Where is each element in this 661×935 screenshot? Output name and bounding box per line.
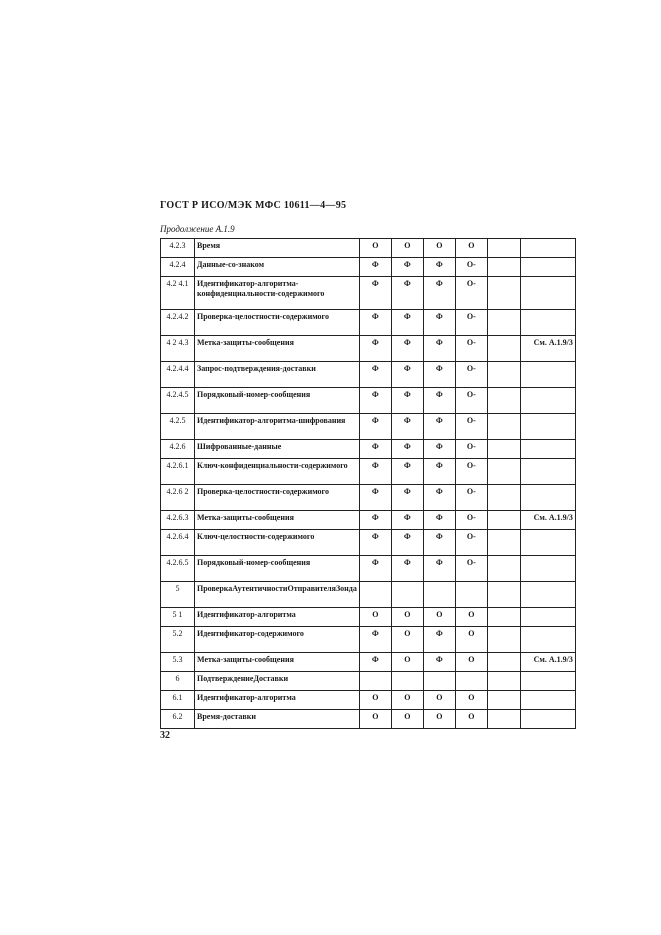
reference-note xyxy=(520,277,575,310)
value-col-3: Ф xyxy=(423,653,455,672)
row-name: Данные-со-знаком xyxy=(195,258,360,277)
table-row xyxy=(161,459,576,485)
value-col-1: Ф xyxy=(359,511,391,530)
table-row xyxy=(161,530,576,556)
value-col-1: Ф xyxy=(359,310,391,336)
empty-col xyxy=(487,239,520,258)
value-col-4: О- xyxy=(455,388,487,414)
empty-col xyxy=(487,556,520,582)
value-col-2: Ф xyxy=(391,459,423,485)
value-col-3: О xyxy=(423,710,455,729)
value-col-3 xyxy=(423,582,455,608)
value-col-2: Ф xyxy=(391,414,423,440)
row-number: 5.2 xyxy=(161,627,195,653)
value-col-2: Ф xyxy=(391,485,423,511)
row-number: 4.2.6.3 xyxy=(161,511,195,530)
table-row xyxy=(161,582,576,608)
value-col-1 xyxy=(359,582,391,608)
reference-note xyxy=(520,414,575,440)
value-col-3: Ф xyxy=(423,627,455,653)
value-col-3: Ф xyxy=(423,511,455,530)
row-name: Порядковый-номер-сообщения xyxy=(195,556,360,582)
reference-note xyxy=(520,440,575,459)
row-number: 6.2 xyxy=(161,710,195,729)
row-number: 4.2.4 xyxy=(161,258,195,277)
row-name: Порядковый-номер-сообщения xyxy=(195,388,360,414)
row-name: ПроверкаАутентичностиОтправителяЗонда xyxy=(195,582,360,608)
table-row xyxy=(161,691,576,710)
value-col-3: Ф xyxy=(423,258,455,277)
row-name: Запрос-подтверждения-доставки xyxy=(195,362,360,388)
row-name: Идентификатор-алгоритма-шифрования xyxy=(195,414,360,440)
empty-col xyxy=(487,459,520,485)
value-col-1: Ф xyxy=(359,627,391,653)
table-row xyxy=(161,239,576,258)
table-row xyxy=(161,277,576,310)
row-name: Проверка-целостности-содержимого xyxy=(195,310,360,336)
table-row xyxy=(161,672,576,691)
value-col-1: Ф xyxy=(359,440,391,459)
row-number: 4.2.6 xyxy=(161,440,195,459)
value-col-4: О- xyxy=(455,310,487,336)
empty-col xyxy=(487,258,520,277)
value-col-3: Ф xyxy=(423,336,455,362)
empty-col xyxy=(487,653,520,672)
value-col-2: Ф xyxy=(391,310,423,336)
value-col-1: Ф xyxy=(359,459,391,485)
value-col-2: О xyxy=(391,653,423,672)
row-name: Ключ-целостности-содержимого xyxy=(195,530,360,556)
value-col-3: Ф xyxy=(423,414,455,440)
reference-note xyxy=(520,691,575,710)
value-col-1: Ф xyxy=(359,258,391,277)
reference-note xyxy=(520,388,575,414)
row-name: Идентификатор-алгоритма xyxy=(195,691,360,710)
reference-note xyxy=(520,459,575,485)
value-col-1: Ф xyxy=(359,388,391,414)
reference-note xyxy=(520,582,575,608)
value-col-4: О- xyxy=(455,336,487,362)
reference-note: См. А.1.9/3 xyxy=(520,336,575,362)
reference-note xyxy=(520,608,575,627)
table-row xyxy=(161,388,576,414)
table-row xyxy=(161,710,576,729)
value-col-2: О xyxy=(391,691,423,710)
value-col-2: Ф xyxy=(391,511,423,530)
value-col-2: О xyxy=(391,710,423,729)
reference-note xyxy=(520,310,575,336)
value-col-3: Ф xyxy=(423,459,455,485)
row-number: 4 2 4.3 xyxy=(161,336,195,362)
table-row xyxy=(161,485,576,511)
row-name: Время-доставки xyxy=(195,710,360,729)
table-row xyxy=(161,440,576,459)
table-row xyxy=(161,627,576,653)
row-name: Идентификатор-содержимого xyxy=(195,627,360,653)
value-col-2: Ф xyxy=(391,388,423,414)
value-col-2: О xyxy=(391,239,423,258)
value-col-1: Ф xyxy=(359,336,391,362)
value-col-3: Ф xyxy=(423,556,455,582)
row-number: 6.1 xyxy=(161,691,195,710)
table-row xyxy=(161,608,576,627)
empty-col xyxy=(487,485,520,511)
value-col-2: Ф xyxy=(391,258,423,277)
row-number: 4.2.5 xyxy=(161,414,195,440)
empty-col xyxy=(487,582,520,608)
value-col-2: Ф xyxy=(391,530,423,556)
value-col-3: О xyxy=(423,239,455,258)
row-number: 4.2.4.2 xyxy=(161,310,195,336)
empty-col xyxy=(487,336,520,362)
value-col-2 xyxy=(391,582,423,608)
empty-col xyxy=(487,362,520,388)
value-col-1: Ф xyxy=(359,414,391,440)
value-col-1: О xyxy=(359,691,391,710)
row-number: 4.2 4.1 xyxy=(161,277,195,310)
row-name: ПодтверждениеДоставки xyxy=(195,672,360,691)
value-col-2 xyxy=(391,672,423,691)
table-row xyxy=(161,336,576,362)
row-number: 5 1 xyxy=(161,608,195,627)
value-col-3: Ф xyxy=(423,485,455,511)
row-number: 4.2.6 2 xyxy=(161,485,195,511)
table-body xyxy=(161,239,576,729)
value-col-1: Ф xyxy=(359,556,391,582)
reference-note xyxy=(520,627,575,653)
value-col-2: Ф xyxy=(391,556,423,582)
row-name: Проверка-целостности-содержимого xyxy=(195,485,360,511)
row-number: 4.2.3 xyxy=(161,239,195,258)
value-col-4: О xyxy=(455,691,487,710)
value-col-4: О xyxy=(455,653,487,672)
value-col-2: Ф xyxy=(391,440,423,459)
row-number: 5.3 xyxy=(161,653,195,672)
value-col-4 xyxy=(455,672,487,691)
value-col-4: О- xyxy=(455,414,487,440)
value-col-3: О xyxy=(423,691,455,710)
value-col-1: Ф xyxy=(359,277,391,310)
empty-col xyxy=(487,440,520,459)
value-col-3: Ф xyxy=(423,530,455,556)
value-col-4: О- xyxy=(455,556,487,582)
reference-note: См. А.1.9/3 xyxy=(520,653,575,672)
value-col-1: Ф xyxy=(359,362,391,388)
value-col-2: О xyxy=(391,627,423,653)
table-row xyxy=(161,511,576,530)
value-col-4: О xyxy=(455,239,487,258)
row-number: 4.2.6.1 xyxy=(161,459,195,485)
table-row xyxy=(161,414,576,440)
value-col-4: О- xyxy=(455,459,487,485)
empty-col xyxy=(487,627,520,653)
reference-note xyxy=(520,530,575,556)
row-name: Время xyxy=(195,239,360,258)
value-col-4: О- xyxy=(455,530,487,556)
value-col-4: О- xyxy=(455,258,487,277)
value-col-3 xyxy=(423,672,455,691)
row-number: 4.2.6.4 xyxy=(161,530,195,556)
value-col-1 xyxy=(359,672,391,691)
empty-col xyxy=(487,511,520,530)
empty-col xyxy=(487,691,520,710)
reference-note xyxy=(520,239,575,258)
table-row xyxy=(161,310,576,336)
empty-col xyxy=(487,388,520,414)
value-col-3: Ф xyxy=(423,388,455,414)
empty-col xyxy=(487,672,520,691)
value-col-1: Ф xyxy=(359,653,391,672)
value-col-1: О xyxy=(359,608,391,627)
empty-col xyxy=(487,414,520,440)
value-col-1: О xyxy=(359,710,391,729)
table-row xyxy=(161,556,576,582)
value-col-2: Ф xyxy=(391,277,423,310)
value-col-4: О- xyxy=(455,485,487,511)
table-continuation-label: Продолжение А.1.9 xyxy=(160,224,235,234)
value-col-4: О- xyxy=(455,440,487,459)
value-col-1: Ф xyxy=(359,530,391,556)
row-name: Ключ-конфиденциальности-содержимого xyxy=(195,459,360,485)
value-col-3: Ф xyxy=(423,362,455,388)
row-name: Идентификатор-алгоритма-конфиденциальности-содержимого xyxy=(195,277,360,310)
empty-col xyxy=(487,310,520,336)
table-row xyxy=(161,362,576,388)
value-col-4: О xyxy=(455,608,487,627)
empty-col xyxy=(487,530,520,556)
row-name: Идентификатор-алгоритма xyxy=(195,608,360,627)
value-col-3: О xyxy=(423,608,455,627)
table-row xyxy=(161,258,576,277)
reference-note xyxy=(520,672,575,691)
value-col-4 xyxy=(455,582,487,608)
row-number: 4.2.6.5 xyxy=(161,556,195,582)
value-col-3: Ф xyxy=(423,310,455,336)
value-col-4: О xyxy=(455,710,487,729)
empty-col xyxy=(487,277,520,310)
page-number: 32 xyxy=(160,730,170,741)
empty-col xyxy=(487,608,520,627)
specification-table xyxy=(160,238,576,729)
value-col-4: О- xyxy=(455,362,487,388)
reference-note xyxy=(520,362,575,388)
reference-note xyxy=(520,258,575,277)
reference-note xyxy=(520,556,575,582)
value-col-2: Ф xyxy=(391,362,423,388)
reference-note xyxy=(520,710,575,729)
value-col-2: О xyxy=(391,608,423,627)
row-name: Метка-защиты-сообщения xyxy=(195,336,360,362)
row-number: 4.2.4.4 xyxy=(161,362,195,388)
value-col-1: О xyxy=(359,239,391,258)
reference-note: См. А.1.9/3 xyxy=(520,511,575,530)
value-col-3: Ф xyxy=(423,277,455,310)
document-header: ГОСТ Р ИСО/МЭК МФС 10611—4—95 xyxy=(160,200,347,211)
row-number: 4.2.4.5 xyxy=(161,388,195,414)
row-name: Метка-защиты-сообщения xyxy=(195,653,360,672)
row-number: 6 xyxy=(161,672,195,691)
value-col-1: Ф xyxy=(359,485,391,511)
row-name: Метка-защиты-сообщения xyxy=(195,511,360,530)
value-col-3: Ф xyxy=(423,440,455,459)
value-col-4: О- xyxy=(455,277,487,310)
value-col-4: О xyxy=(455,627,487,653)
value-col-2: Ф xyxy=(391,336,423,362)
value-col-4: О- xyxy=(455,511,487,530)
table-row xyxy=(161,653,576,672)
row-name: Шифрованные-данные xyxy=(195,440,360,459)
row-number: 5 xyxy=(161,582,195,608)
reference-note xyxy=(520,485,575,511)
empty-col xyxy=(487,710,520,729)
